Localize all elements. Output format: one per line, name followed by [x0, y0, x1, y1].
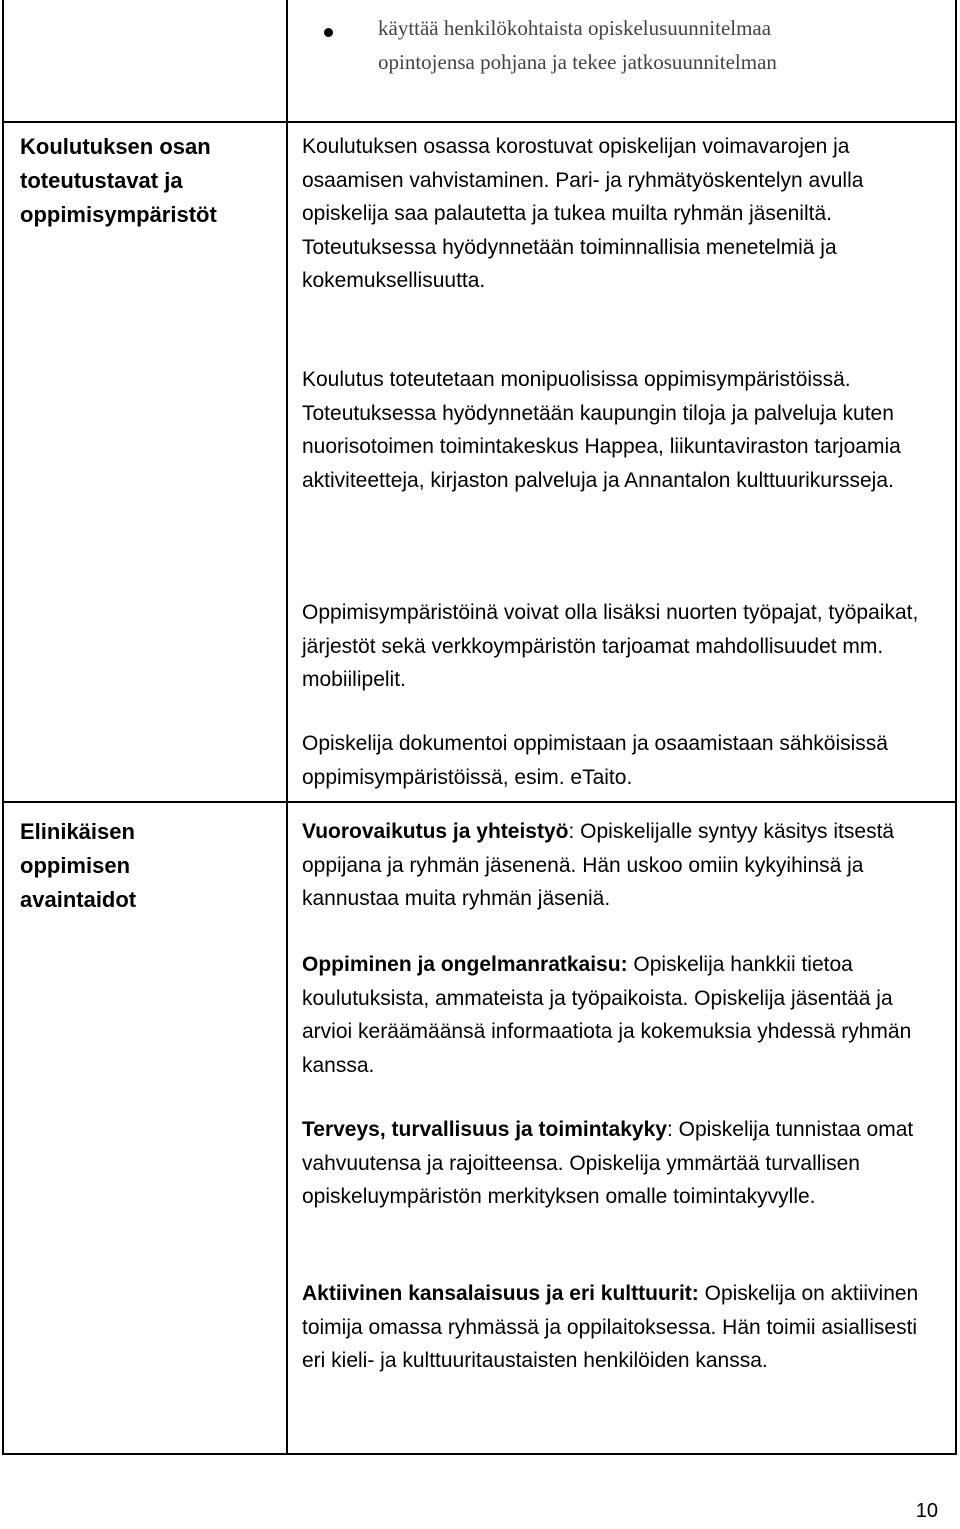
implementation-cell	[302, 363, 942, 497]
implementation-cell	[302, 596, 942, 697]
skill-title: Terveys, turvallisuus ja toimintakyky	[302, 1118, 667, 1141]
skill-item	[302, 1277, 942, 1378]
row-label-implementation	[20, 130, 270, 232]
skill-sep: :	[666, 1118, 673, 1141]
skill-title: Oppiminen ja ongelmanratkaisu:	[302, 953, 628, 976]
skill-sep: :	[568, 820, 575, 843]
skill-text	[302, 948, 942, 1082]
paragraph: Oppimisympäristöinä voivat olla lisäksi nuorten työpajat, työpaikat, järjestöt sekä verkkoympäristön tarjoamat mahdollisuudet mm. mobiilipelit.	[302, 601, 919, 691]
implementation-cell	[302, 130, 942, 298]
skill-item	[302, 1113, 942, 1214]
bullet-icon	[324, 28, 333, 37]
page-number: 10	[915, 1500, 938, 1522]
label-line: Koulutuksen osan	[20, 134, 211, 159]
row-label-key-skills	[20, 815, 270, 917]
bullet-line: käyttää henkilökohtaista opiskelusuunnitelmaa	[378, 16, 772, 40]
skill-title: Vuorovaikutus ja yhteistyö	[302, 820, 569, 843]
skill-text	[302, 815, 942, 916]
row-divider	[4, 121, 955, 123]
implementation-cell	[302, 727, 942, 794]
paragraph: Opiskelija dokumentoi oppimistaan ja osaamistaan sähköisissä oppimisympäristöissä, esim. eTaito.	[302, 732, 888, 789]
skill-item	[302, 948, 942, 1082]
skill-description: Opiskelija hankkii tietoa koulutuksista, ammateista ja työpaikoista. Opiskelija jäsentää ja arvioi keräämäänsä informaatiota ja kokemuksia yhdessä ryhmän kanssa.	[302, 953, 912, 1077]
label-line: oppimisympäristöt	[20, 202, 217, 227]
skill-text	[302, 1113, 942, 1214]
skill-item	[302, 815, 942, 916]
bullet-line: opintojensa pohjana ja tekee jatkosuunnitelman	[378, 49, 777, 74]
row-divider	[4, 801, 955, 803]
skill-description: Opiskelija on aktiivinen toimija omassa ryhmässä ja oppilaitoksessa. Hän toimii asiallisesti eri kieli- ja kulttuuritaustaisten henkilöiden kanssa.	[302, 1282, 919, 1372]
skill-description: Opiskelija tunnistaa omat vahvuutensa ja rajoitteensa. Opiskelija ymmärtää turvallisen opiskeluympäristön merkityksen omalle toimintakyvylle.	[302, 1118, 914, 1208]
bullet-text	[378, 12, 938, 79]
skill-text	[302, 1277, 942, 1378]
label-line: avaintaidot	[20, 887, 137, 912]
label-line: oppimisen	[20, 853, 131, 878]
paragraph: Koulutuksen osassa korostuvat opiskelijan voimavarojen ja osaamisen vahvistaminen. Pari- ja ryhmätyöskentelyn avulla opiskelija saa palautetta ja tukea muilta ryhmän jäseniltä. Toteutuksessa hyödynnetään toiminnallisia menetelmiä ja kokemuksellisuutta.	[302, 135, 864, 292]
skill-title: Aktiivinen kansalaisuus ja eri kulttuurit:	[302, 1282, 699, 1305]
label-line: Elinikäisen	[20, 819, 135, 844]
column-divider	[286, 0, 288, 1453]
skill-description: Opiskelijalle syntyy käsitys itsestä oppijana ja ryhmän jäsenenä. Hän uskoo omiin kykyihinsä ja kannustaa muita ryhmän jäseniä.	[302, 820, 895, 910]
label-line: toteutustavat ja	[20, 168, 183, 193]
paragraph: Koulutus toteutetaan monipuolisissa oppimisympäristöissä. Toteutuksessa hyödynnetään kaupungin tiloja ja palveluja kuten nuorisotoimen toimintakeskus Happea, liikuntaviraston tarjoamia aktiviteetteja, kirjaston palveluja ja Annantalon kulttuurikursseja.	[302, 368, 901, 492]
